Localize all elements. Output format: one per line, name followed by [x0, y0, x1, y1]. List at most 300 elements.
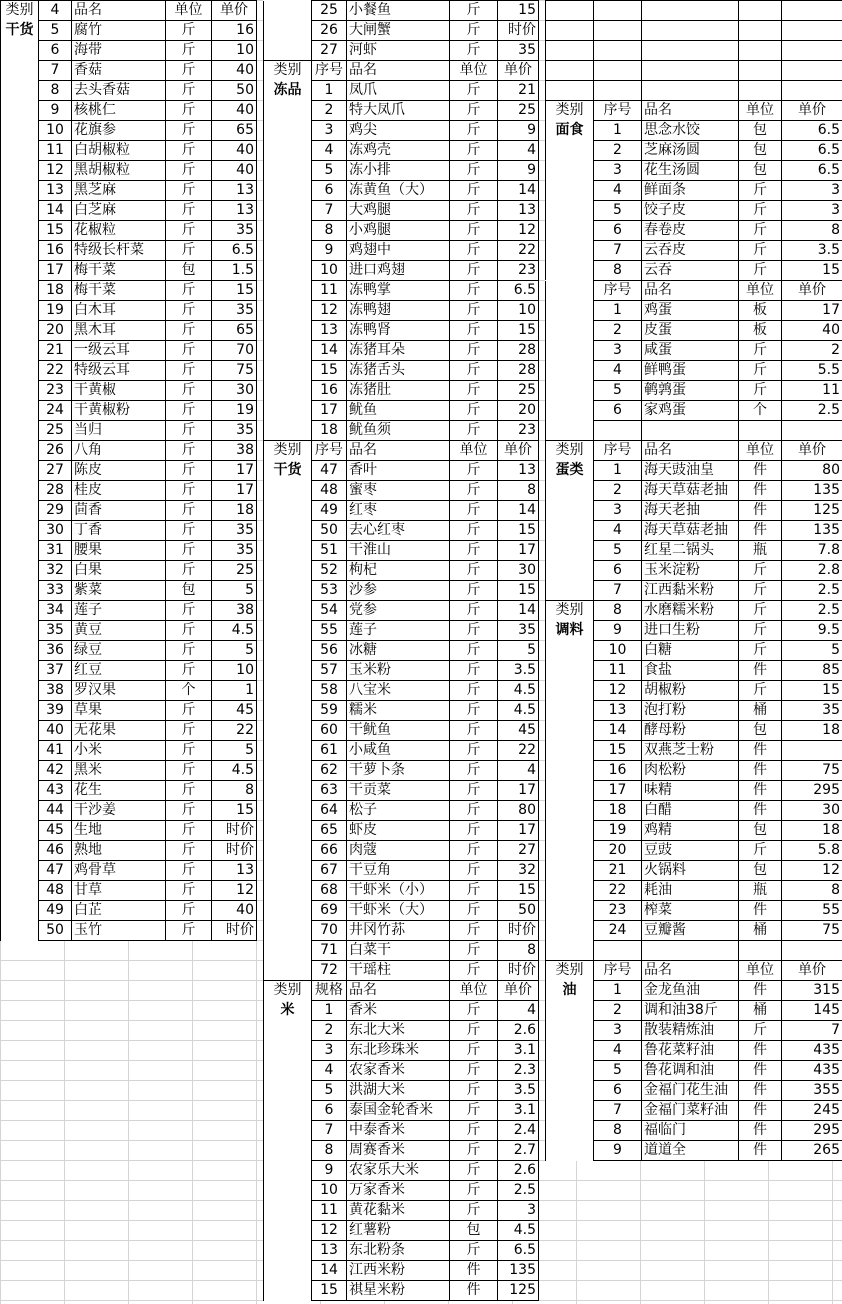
price-cell: 4.5	[212, 621, 257, 641]
blank-cell	[642, 41, 739, 61]
unit-cell: 斤	[166, 61, 212, 81]
name-cell: 干萝卜条	[347, 761, 450, 781]
unit-cell: 个	[739, 401, 782, 421]
price-cell: 435	[782, 1061, 842, 1081]
category-cell: 冻品	[264, 81, 312, 101]
table-row	[546, 1021, 842, 1041]
table-row	[1, 541, 257, 561]
category-cell: 干货	[1, 21, 39, 41]
egg-table	[545, 280, 842, 441]
name-cell: 茴香	[72, 501, 166, 521]
seq-cell: 19	[39, 301, 72, 321]
category-cell	[1, 81, 39, 101]
category-cell	[546, 541, 594, 561]
name-cell: 梅干菜	[72, 281, 166, 301]
name-cell: 大闸蟹	[347, 21, 450, 41]
price-cell: 25	[212, 561, 257, 581]
unit-cell: 斤	[739, 601, 782, 621]
price-cell: 265	[782, 1141, 842, 1161]
name-cell: 玉米粉	[347, 661, 450, 681]
category-cell	[264, 181, 312, 201]
seq-cell: 5	[594, 1061, 642, 1081]
price-cell: 23	[498, 421, 539, 441]
table-row	[546, 221, 842, 241]
table-row	[264, 701, 539, 721]
unit-cell: 斤	[450, 1141, 498, 1161]
unit-cell: 件	[739, 1141, 782, 1161]
dry-goods-table-1	[0, 0, 257, 941]
name-cell: 进口鸡翅	[347, 261, 450, 281]
table-row	[264, 1001, 539, 1021]
category-cell	[546, 761, 594, 781]
table-row	[1, 921, 257, 941]
seq-cell: 1	[312, 81, 347, 101]
unit-cell: 件	[739, 741, 782, 761]
seq-cell: 42	[39, 761, 72, 781]
seq-cell: 25	[39, 421, 72, 441]
name-cell: 冻猪舌头	[347, 361, 450, 381]
name-cell: 冻小排	[347, 161, 450, 181]
category-cell	[1, 641, 39, 661]
category-cell	[546, 881, 594, 901]
name-cell: 鸡蛋	[642, 301, 739, 321]
table-row	[546, 141, 842, 161]
seq-cell: 9	[312, 241, 347, 261]
header-row	[546, 961, 842, 981]
table-row	[546, 621, 842, 641]
table-row	[1, 441, 257, 461]
name-cell: 农家乐大米	[347, 1161, 450, 1181]
price-cell: 3.5	[498, 1081, 539, 1101]
unit-cell: 斤	[166, 761, 212, 781]
price-cell: 3.5	[782, 241, 842, 261]
category-cell	[264, 1101, 312, 1121]
seq-cell: 33	[39, 581, 72, 601]
unit-cell: 斤	[166, 861, 212, 881]
blank-row	[546, 81, 842, 101]
unit-cell: 件	[739, 1121, 782, 1141]
category-cell	[1, 661, 39, 681]
category-cell: 调料	[546, 621, 594, 641]
name-cell: 干沙姜	[72, 801, 166, 821]
category-cell	[546, 781, 594, 801]
table-row	[264, 561, 539, 581]
price-cell: 3.1	[498, 1101, 539, 1121]
price-cell: 3.1	[498, 1041, 539, 1061]
seq-cell: 6	[594, 401, 642, 421]
blank-cell	[642, 61, 739, 81]
unit-cell: 斤	[450, 941, 498, 961]
header-unit: 单位	[450, 61, 498, 81]
unit-cell: 斤	[450, 281, 498, 301]
name-cell: 东北粉条	[347, 1241, 450, 1261]
unit-cell: 包	[739, 161, 782, 181]
table-row	[546, 1061, 842, 1081]
table-row	[546, 921, 842, 941]
name-cell: 思念水饺	[642, 121, 739, 141]
table-row	[546, 481, 842, 501]
category-cell	[1, 261, 39, 281]
seq-cell: 7	[594, 241, 642, 261]
price-cell: 30	[498, 561, 539, 581]
table-row	[546, 681, 842, 701]
unit-cell: 斤	[166, 421, 212, 441]
unit-cell: 斤	[166, 101, 212, 121]
seq-cell: 35	[39, 621, 72, 641]
name-cell: 家鸡蛋	[642, 401, 739, 421]
seq-cell: 40	[39, 721, 72, 741]
category-cell	[546, 841, 594, 861]
blank-cell	[546, 41, 594, 61]
seq-cell: 49	[39, 901, 72, 921]
seq-cell: 71	[312, 941, 347, 961]
blank-cell	[739, 421, 782, 441]
name-cell: 去心红枣	[347, 521, 450, 541]
category-cell	[546, 221, 594, 241]
price-cell: 4	[498, 761, 539, 781]
seasoning-table	[545, 440, 842, 961]
seq-cell: 10	[39, 121, 72, 141]
header-seq: 序号	[312, 441, 347, 461]
price-cell: 时价	[212, 841, 257, 861]
header-price: 单价	[498, 981, 539, 1001]
table-row	[1, 301, 257, 321]
category-cell	[546, 801, 594, 821]
name-cell: 红星二锅头	[642, 541, 739, 561]
name-cell: 海天草菇老抽	[642, 521, 739, 541]
name-cell: 沙参	[347, 581, 450, 601]
name-cell: 肉蔻	[347, 841, 450, 861]
header-price: 单价	[498, 61, 539, 81]
header-name: 品名	[347, 441, 450, 461]
name-cell: 干虾米（小）	[347, 881, 450, 901]
name-cell: 芝麻汤圆	[642, 141, 739, 161]
seq-cell: 24	[594, 921, 642, 941]
header-row	[546, 281, 842, 301]
seq-cell: 38	[39, 681, 72, 701]
category-cell	[1, 841, 39, 861]
name-cell: 春卷皮	[642, 221, 739, 241]
unit-cell: 斤	[450, 901, 498, 921]
table-row	[1, 341, 257, 361]
category-cell	[264, 1181, 312, 1201]
category-cell	[546, 281, 594, 301]
name-cell: 海天豉油皇	[642, 461, 739, 481]
name-cell: 冻鸭肾	[347, 321, 450, 341]
table-row	[1, 361, 257, 381]
price-cell: 8	[498, 941, 539, 961]
category-cell	[264, 261, 312, 281]
header-row	[264, 981, 539, 1001]
category-cell	[1, 421, 39, 441]
table-row	[264, 661, 539, 681]
price-cell: 135	[782, 521, 842, 541]
price-cell: 35	[212, 301, 257, 321]
name-cell: 云吞皮	[642, 241, 739, 261]
name-cell: 干豆角	[347, 861, 450, 881]
unit-cell: 斤	[166, 381, 212, 401]
category-cell	[264, 381, 312, 401]
seq-cell: 9	[594, 621, 642, 641]
unit-cell: 斤	[166, 81, 212, 101]
unit-cell: 斤	[450, 841, 498, 861]
name-cell: 糯米	[347, 701, 450, 721]
category-cell	[1, 201, 39, 221]
seq-cell: 2	[594, 141, 642, 161]
price-cell: 3	[498, 1201, 539, 1221]
seq-cell: 16	[39, 241, 72, 261]
name-cell: 小鸡腿	[347, 221, 450, 241]
seq-cell: 18	[39, 281, 72, 301]
header-unit: 单位	[739, 441, 782, 461]
price-cell: 18	[782, 721, 842, 741]
blank-cell	[782, 81, 842, 101]
unit-cell: 瓶	[739, 881, 782, 901]
name-cell: 干黄椒粉	[72, 401, 166, 421]
unit-cell: 斤	[739, 361, 782, 381]
seq-cell: 14	[312, 341, 347, 361]
header-price: 单价	[782, 961, 842, 981]
seq-cell: 41	[39, 741, 72, 761]
name-cell: 玉米淀粉	[642, 561, 739, 581]
table-row	[1, 201, 257, 221]
unit-cell: 斤	[166, 481, 212, 501]
unit-cell: 斤	[450, 421, 498, 441]
name-cell: 红豆	[72, 661, 166, 681]
category-cell	[546, 321, 594, 341]
name-cell: 核桃仁	[72, 101, 166, 121]
unit-cell: 斤	[450, 1241, 498, 1261]
name-cell: 泡打粉	[642, 701, 739, 721]
unit-cell: 斤	[739, 561, 782, 581]
table-row	[1, 501, 257, 521]
name-cell: 去头香菇	[72, 81, 166, 101]
table-row	[546, 121, 842, 141]
unit-cell: 斤	[450, 821, 498, 841]
category-cell	[264, 901, 312, 921]
header-price: 单价	[782, 441, 842, 461]
category-cell	[264, 661, 312, 681]
header-unit: 单位	[739, 961, 782, 981]
unit-cell: 斤	[166, 401, 212, 421]
seq-cell: 69	[312, 901, 347, 921]
name-cell: 红枣	[347, 501, 450, 521]
category-cell	[264, 1021, 312, 1041]
name-cell: 白醋	[642, 801, 739, 821]
unit-cell: 斤	[166, 661, 212, 681]
price-cell: 75	[782, 921, 842, 941]
seq-cell: 6	[594, 1081, 642, 1101]
table-row	[264, 901, 539, 921]
blank-cell	[546, 941, 594, 961]
category-cell	[1, 501, 39, 521]
price-cell: 17	[498, 821, 539, 841]
price-cell: 295	[782, 1121, 842, 1141]
table-row	[264, 81, 539, 101]
price-cell: 80	[498, 801, 539, 821]
unit-cell: 斤	[739, 341, 782, 361]
table-row	[1, 421, 257, 441]
header-name: 品名	[642, 281, 739, 301]
seq-cell: 14	[39, 201, 72, 221]
name-cell: 花椒粒	[72, 221, 166, 241]
name-cell: 海带	[72, 41, 166, 61]
seq-cell: 1	[312, 1001, 347, 1021]
price-cell: 2.5	[782, 601, 842, 621]
blank-cell	[546, 1, 594, 21]
price-cell: 6.5	[498, 1241, 539, 1261]
blank-cell	[739, 41, 782, 61]
table-row	[264, 121, 539, 141]
name-cell: 白糖	[642, 641, 739, 661]
price-cell: 12	[212, 881, 257, 901]
table-row	[546, 601, 842, 621]
category-cell: 面食	[546, 121, 594, 141]
table-row	[546, 761, 842, 781]
price-cell: 22	[498, 241, 539, 261]
table-row	[546, 201, 842, 221]
seq-cell: 28	[39, 481, 72, 501]
table-row	[264, 1, 539, 21]
seq-cell: 7	[594, 1101, 642, 1121]
category-cell	[264, 1121, 312, 1141]
table-row	[264, 621, 539, 641]
category-cell	[1, 281, 39, 301]
unit-cell: 斤	[450, 541, 498, 561]
category-cell	[264, 281, 312, 301]
price-cell: 35	[212, 221, 257, 241]
table-row	[546, 641, 842, 661]
name-cell: 冻猪耳朵	[347, 341, 450, 361]
header-row	[1, 1, 257, 21]
seq-cell: 13	[594, 701, 642, 721]
table-row	[264, 1021, 539, 1041]
seq-cell: 2	[594, 321, 642, 341]
category-cell	[546, 681, 594, 701]
unit-cell: 斤	[450, 1001, 498, 1021]
seq-cell: 2	[312, 1021, 347, 1041]
category-cell	[1, 401, 39, 421]
unit-cell: 斤	[166, 881, 212, 901]
table-row	[1, 181, 257, 201]
table-row	[546, 361, 842, 381]
unit-cell: 斤	[166, 121, 212, 141]
category-cell	[264, 541, 312, 561]
unit-cell: 斤	[166, 841, 212, 861]
name-cell: 香叶	[347, 461, 450, 481]
unit-cell: 斤	[450, 141, 498, 161]
table-row	[264, 921, 539, 941]
unit-cell: 斤	[450, 1181, 498, 1201]
unit-cell: 斤	[739, 581, 782, 601]
category-cell	[264, 741, 312, 761]
seq-cell: 67	[312, 861, 347, 881]
seq-cell: 14	[594, 721, 642, 741]
price-cell: 10	[212, 41, 257, 61]
unit-cell: 斤	[450, 121, 498, 141]
table-row	[1, 901, 257, 921]
name-cell: 进口生粉	[642, 621, 739, 641]
name-cell: 虾皮	[347, 821, 450, 841]
blank-cell	[739, 21, 782, 41]
table-row	[264, 541, 539, 561]
unit-cell: 斤	[450, 681, 498, 701]
unit-cell: 件	[739, 501, 782, 521]
category-cell	[546, 341, 594, 361]
seq-cell: 6	[312, 1101, 347, 1121]
table-row	[546, 861, 842, 881]
category-cell	[1, 761, 39, 781]
header-row	[264, 61, 539, 81]
blank-cell	[642, 21, 739, 41]
price-cell: 时价	[212, 921, 257, 941]
table-row	[1, 881, 257, 901]
name-cell: 火锅料	[642, 861, 739, 881]
seq-cell: 61	[312, 741, 347, 761]
name-cell: 泰国金轮香米	[347, 1101, 450, 1121]
seq-cell: 72	[312, 961, 347, 981]
header-price: 单价	[782, 101, 842, 121]
price-cell: 4.5	[498, 1221, 539, 1241]
table-row	[264, 341, 539, 361]
category-cell	[546, 1141, 594, 1161]
category-cell	[1, 61, 39, 81]
category-cell	[546, 381, 594, 401]
category-cell	[546, 721, 594, 741]
name-cell: 白芝麻	[72, 201, 166, 221]
price-cell: 75	[212, 361, 257, 381]
price-cell: 30	[782, 801, 842, 821]
name-cell: 鲁花菜籽油	[642, 1041, 739, 1061]
header-name: 品名	[347, 61, 450, 81]
price-cell: 17	[212, 481, 257, 501]
table-row	[264, 1161, 539, 1181]
seq-cell: 55	[312, 621, 347, 641]
price-cell: 15	[498, 321, 539, 341]
price-cell: 10	[498, 301, 539, 321]
table-row	[546, 381, 842, 401]
table-row	[264, 941, 539, 961]
frozen-goods-table	[263, 60, 539, 441]
seq-cell: 7	[312, 1121, 347, 1141]
seq-cell: 22	[39, 361, 72, 381]
name-cell: 祺星米粉	[347, 1281, 450, 1301]
category-cell	[546, 861, 594, 881]
blank-cell	[782, 421, 842, 441]
header-row	[546, 101, 842, 121]
unit-cell: 斤	[166, 561, 212, 581]
table-row	[264, 321, 539, 341]
unit-cell: 斤	[450, 221, 498, 241]
name-cell: 散装精炼油	[642, 1021, 739, 1041]
seq-cell: 1	[594, 461, 642, 481]
price-cell: 75	[782, 761, 842, 781]
table-row	[1, 661, 257, 681]
unit-cell: 斤	[166, 161, 212, 181]
price-cell: 17	[498, 541, 539, 561]
table-row	[264, 1181, 539, 1201]
category-cell	[1, 341, 39, 361]
category-cell	[264, 961, 312, 981]
price-cell: 2.5	[498, 1181, 539, 1201]
unit-cell: 斤	[166, 921, 212, 941]
table-row	[264, 1241, 539, 1261]
category-cell	[1, 41, 39, 61]
seq-cell: 2	[594, 1001, 642, 1021]
unit-cell: 斤	[739, 621, 782, 641]
seq-cell: 43	[39, 781, 72, 801]
unit-cell: 件	[739, 901, 782, 921]
